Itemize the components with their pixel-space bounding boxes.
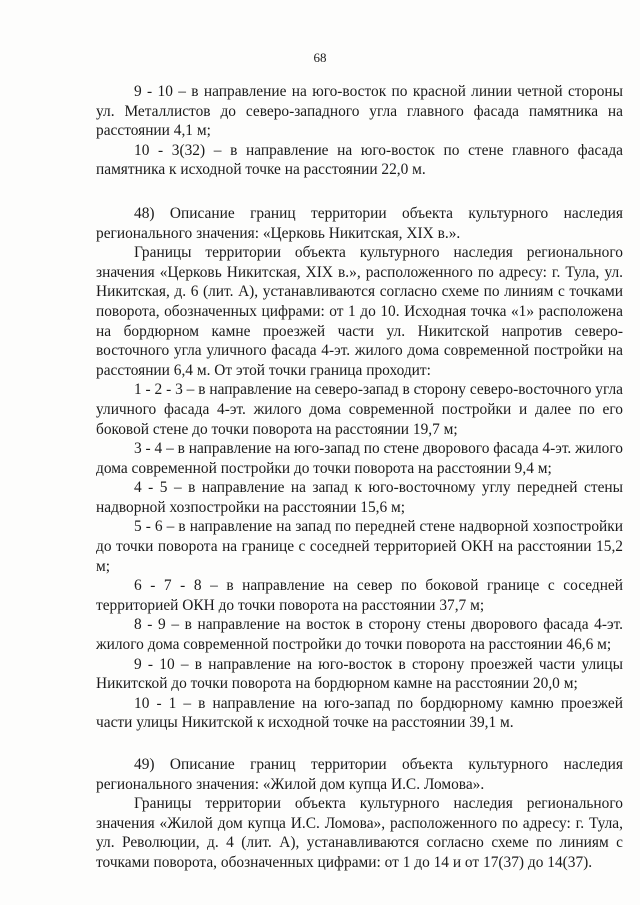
paragraph-1-2-3: 1 - 2 - 3 – в направление на северо-запад в сторону северо-восточного угла уличного фасада 4-эт. жилого дома современной постройки и далее по его боковой стене до точки поворота на расстоянии 19,7 м; (96, 381, 623, 438)
paragraph-6-7-8: 6 - 7 - 8 – в направление на север по боковой границе с соседней территорией ОКН до точки поворота на расстоянии 37,7 м; (96, 577, 623, 614)
section-49-intro: Границы территории объекта культурного наследия регионального значения «Жилой дом купца И.С. Ломова», расположенного по адресу: г. Тула, ул. Революции, д. 4 (лит. А), устанавливаются согласно схеме по линиям с точками поворота, обозначенных цифрами: от 1 до 14 и от 17(37) до 14(37). (96, 795, 623, 871)
page-number: 68 (313, 50, 327, 65)
paragraph-4-5: 4 - 5 – в направление на запад к юго-восточному углу передней стены надворной хозпостройки на расстоянии 15,6 м; (96, 479, 623, 516)
section-49-heading: 49) Описание границ территории объекта культурного наследия регионального значения: «Жилой дом купца И.С. Ломова». (96, 756, 623, 793)
paragraph-10-1: 10 - 1 – в направление на юго-запад по бордюрному камню проезжей части улицы Никитской к исходной точке на расстоянии 39,1 м. (96, 694, 623, 732)
section-48-heading: 48) Описание границ территории объекта культурного наследия регионального значения: «Церковь Никитская, XIX в.». (96, 204, 623, 242)
paragraph-10-3: 10 - 3(32) – в направление на юго-восток по стене главного фасада памятника к исходной точке на расстоянии 22,0 м. (96, 141, 623, 179)
document-body (96, 82, 623, 873)
paragraph-8-9: 8 - 9 – в направление на восток в сторону стены дворового фасада 4-эт. жилого дома современной постройки до точки поворота на расстоянии 46,6 м; (96, 616, 623, 654)
paragraph-9-10-b: 9 - 10 – в направление на юго-восток в сторону проезжей части улицы Никитской до точки поворота на бордюрном камне на расстоянии 20,0 м; (96, 655, 623, 693)
paragraph-5-6: 5 - 6 – в направление на запад по передней стене надворной хозпостройки до точки поворота на границе с соседней территорией ОКН на расстоянии 15,2 м; (96, 518, 623, 575)
paragraph-9-10: 9 - 10 – в направление на юго-восток по красной линии четной стороны ул. Металлистов до северо-западного угла главного фасада памятника на расстоянии 4,1 м; (96, 83, 623, 140)
section-48-intro: Границы территории объекта культурного наследия регионального значения «Церковь Никитская, XIX в.», расположенного по адресу: г. Тула, ул. Никитская, д. 6 (лит. А), устанавливаются согласно схеме по линиям с точками поворота, обозначенных цифрами: от 1 до 10. Исходная точка «1» расположена на бордюрном камне проезжей части ул. Никитской напротив северо-восточного угла уличного фасада 4-эт. жилого дома современной постройки на расстоянии 6,4 м. От этой точки граница проходит: (96, 244, 623, 379)
paragraph-3-4: 3 - 4 – в направление на юго-запад по стене дворового фасада 4-эт. жилого дома современной постройки до точки поворота на расстоянии 9,4 м; (96, 440, 623, 477)
